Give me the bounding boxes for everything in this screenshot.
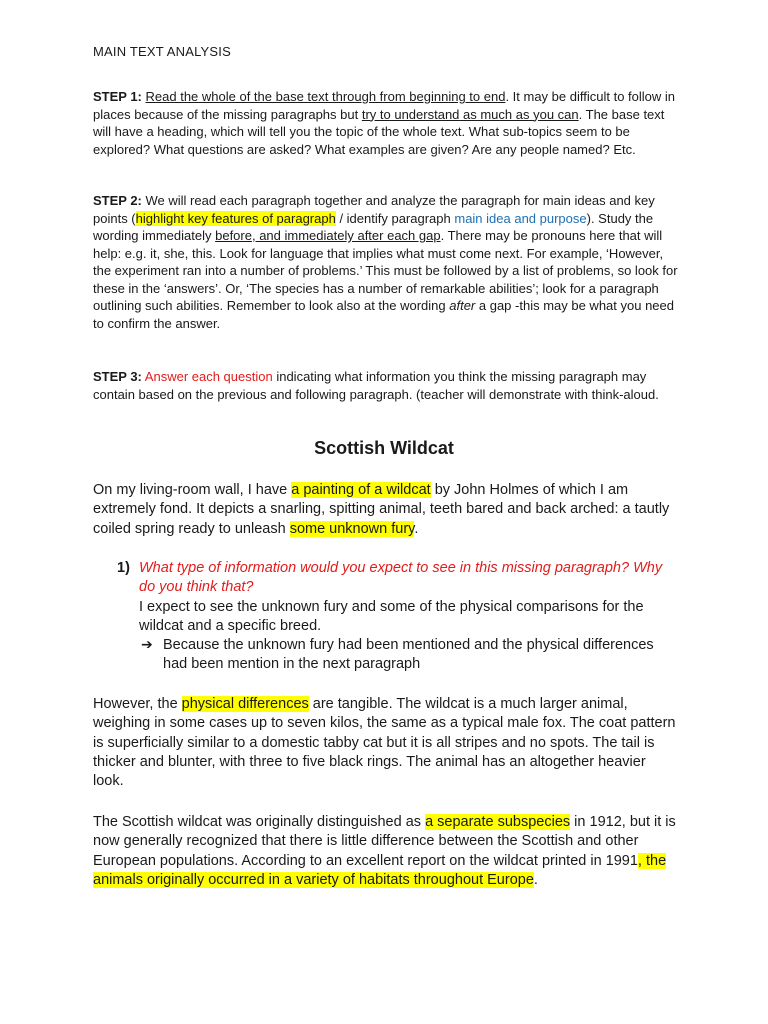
step-2-text-c: ). Study the wording immediately xyxy=(93,210,654,243)
step-3-label: STEP 3: xyxy=(93,369,142,384)
answer-reason-item xyxy=(139,636,677,675)
para-3-highlight-habitats: , the animals originally occurred in a variety of habitats throughout Europe xyxy=(93,852,667,888)
step-1-paragraph xyxy=(93,88,683,158)
step-1-underlined-instruction: Read the whole of the base text through from beginning to end xyxy=(145,89,506,104)
question-answer: I expect to see the unknown fury and some of the physical comparisons for the wildcat and a specific breed. xyxy=(139,598,644,634)
para-3-text-end: . xyxy=(533,871,538,888)
step-1-underlined-advice: try to understand as much as you can xyxy=(361,106,579,122)
step-2-text-d: . There may be pronouns here that will help: e.g. it, she, this. Look for language that implies what must come next. For example, ‘However, the experiment ran into a number of problems.’ This must be followed by a list of problems, so look for these in the ‘answers’. Or, ‘The species has a number of remarkable abilities’; look for a paragraph outlining such abilities. Remember to look also at the wording xyxy=(93,228,678,313)
step-1-text-rest: . The base text will have a heading, which will tell you the topic of the whole text. What sub-topics seem to be explored? What questions are asked? What examples are given? Are any people named? Etc. xyxy=(93,106,665,157)
step-2-text: We will read each paragraph together and analyze the paragraph for main ideas and key points ( xyxy=(93,193,655,226)
para-1-text: On my living-room wall, I have xyxy=(93,482,292,498)
step-3-paragraph xyxy=(93,368,683,403)
document-title: MAIN TEXT ANALYSIS xyxy=(93,44,231,59)
step-2-text-e: a gap -this may be what you need to confirm the answer. xyxy=(93,298,674,331)
question-number: 1) xyxy=(117,560,130,576)
para-1-highlight-fury: some unknown fury xyxy=(289,520,415,537)
para-2-text-b: are tangible. The wildcat is a much larger animal, weighing in some cases up to seven kilos, the same as a typical male fox. The coat pattern is superficially similar to a domestic tabby cat but it is all stripes and no spots. The tail is thicker and blunter, with three to five black rings. The animal has an altogether heavier look. xyxy=(93,696,676,790)
para-1-highlight-painting: a painting of a wildcat xyxy=(291,482,431,498)
step-2-italic-after: after xyxy=(449,298,476,313)
article-heading: Scottish Wildcat xyxy=(314,438,454,458)
question-prompt: What type of information would you expect to see in this missing paragraph? Why do you think that? xyxy=(139,560,663,596)
answer-reason-text: Because the unknown fury had been mentioned and the physical differences had been mention in the next paragraph xyxy=(163,637,654,673)
article-paragraph-2 xyxy=(93,695,678,791)
para-2-text: However, the xyxy=(93,696,182,712)
step-2-blue-text: main idea and purpose xyxy=(454,210,587,226)
question-1-block xyxy=(117,559,677,675)
step-3-red-text: Answer each question xyxy=(144,369,273,384)
para-1-text-end: . xyxy=(414,520,419,537)
step-2-highlight: highlight key features of paragraph xyxy=(135,210,336,226)
para-1-text-b: by John Holmes of which I am extremely fond. It depicts a snarling, spitting animal, teeth bared and back arched: a tautly coiled spring ready to unleash xyxy=(93,482,670,537)
article-paragraph-3 xyxy=(93,813,678,890)
arrow-right-icon: ➔ xyxy=(141,637,153,654)
para-3-text-b: in 1912, but it is now generally recognized that there is little difference between the Scottish and other European populations. According to an excellent report on the wildcat printed in 1991 xyxy=(93,814,676,869)
step-3-text: indicating what information you think the missing paragraph may contain based on the previous and following paragraph. (teacher will demonstrate with think-aloud. xyxy=(93,369,659,402)
step-2-text-b: / identify paragraph xyxy=(335,210,455,226)
para-3-text: The Scottish wildcat was originally distinguished as xyxy=(93,814,426,830)
step-1-label: STEP 1: xyxy=(93,89,142,104)
article-paragraph-1 xyxy=(93,481,678,539)
step-2-label: STEP 2: xyxy=(93,193,142,208)
step-2-paragraph xyxy=(93,192,683,332)
para-2-highlight: physical differences xyxy=(181,696,309,712)
para-3-highlight-subspecies: a separate subspecies xyxy=(425,814,571,830)
step-2-underlined-text: before, and immediately after each gap xyxy=(215,228,441,243)
step-1-text: . It may be difficult to follow in places because of the missing paragraphs but xyxy=(93,89,675,122)
